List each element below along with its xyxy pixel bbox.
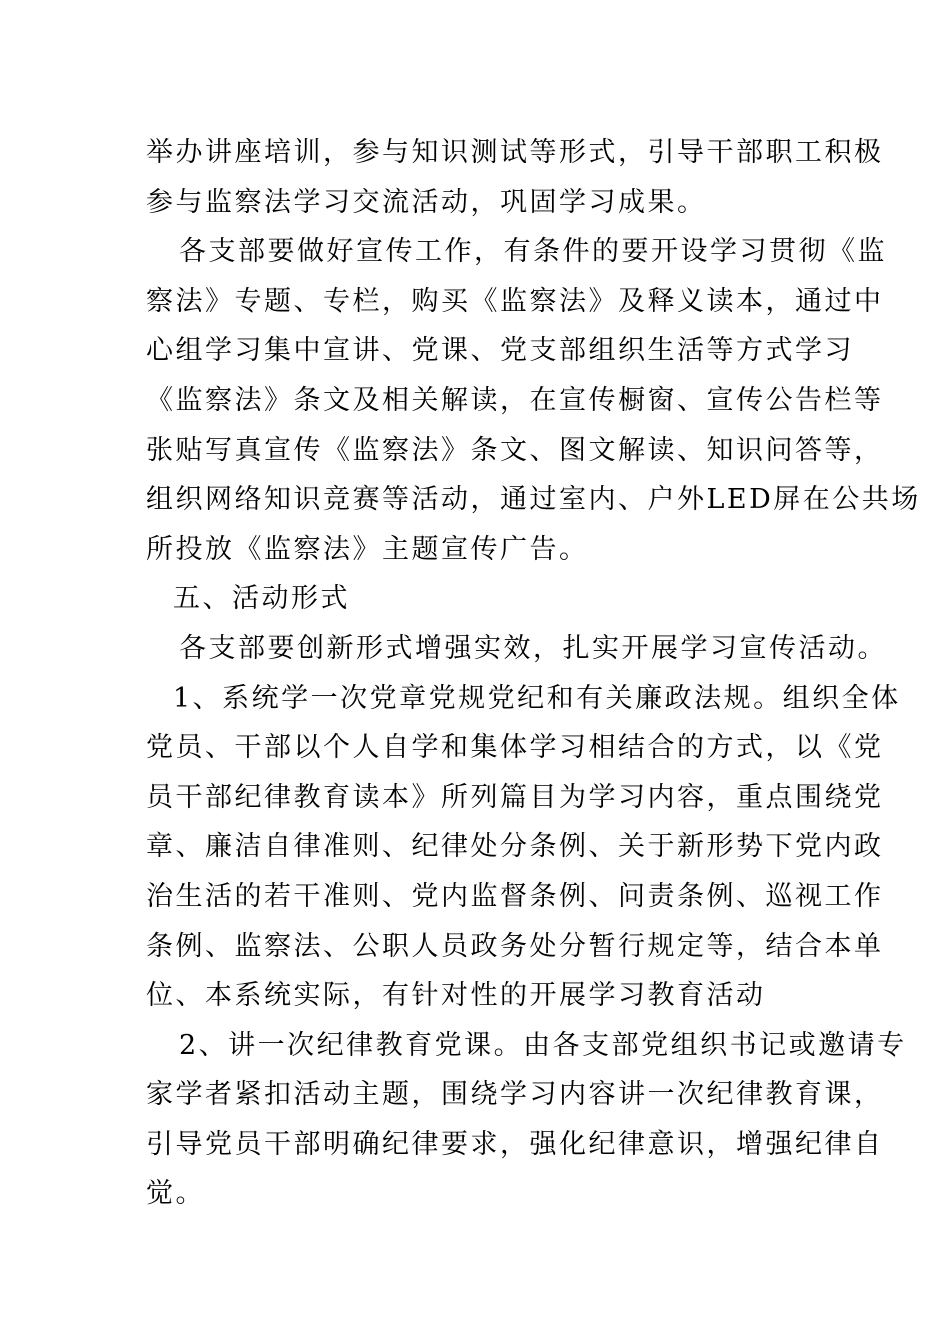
text-line: 举办讲座培训，参与知识测试等形式，引导干部职工积极	[146, 137, 884, 168]
text-line: 章、廉洁自律准则、纪律处分条例、关于新形势下党内政	[146, 831, 884, 863]
text-line: 治生活的若干准则、党内监督条例、问责条例、巡视工作	[146, 880, 884, 912]
text-line: 员干部纪律教育读本》所列篇目为学习内容，重点围绕党	[146, 781, 884, 813]
text-line: 心组学习集中宣讲、党课、党支部组织生活等方式学习	[146, 335, 854, 367]
text-line: 参与监察法学习交流活动，巩固学习成果。	[146, 186, 707, 218]
text-line: 所投放《监察法》主题宣传广告。	[146, 533, 589, 565]
text-line: 位、本系统实际，有针对性的开展学习教育活动	[146, 980, 766, 1012]
document-page	[146, 128, 921, 1219]
text-line: 条例、监察法、公职人员政务处分暂行规定等，结合本单	[146, 930, 884, 962]
text-line: 家学者紧扣活动主题，围绕学习内容讲一次纪律教育课，	[146, 1079, 884, 1111]
text-line: 张贴写真宣传《监察法》条文、图文解读、知识问答等，	[146, 434, 884, 466]
section-heading: 五、活动形式	[173, 583, 350, 615]
paragraph-start-line: 各支部要创新形式增强实效，扎实开展学习宣传活动。	[179, 632, 887, 664]
paragraph-start-line: 各支部要做好宣传工作，有条件的要开设学习贯彻《监	[179, 236, 887, 268]
list-item-start-line: 1、系统学一次党章党规党纪和有关廉政法规。组织全体	[173, 682, 901, 714]
list-item-start-line: 2、讲一次纪律教育党课。由各支部党组织书记或邀请专	[179, 1029, 907, 1061]
text-line: 《监察法》条文及相关解读，在宣传橱窗、宣传公告栏等	[146, 384, 884, 416]
text-line: 觉。	[146, 1178, 205, 1210]
text-line: 组织网络知识竞赛等活动，通过室内、户外LED屏在公共场	[146, 484, 921, 516]
text-line: 党员、干部以个人自学和集体学习相结合的方式，以《党	[146, 732, 884, 764]
text-line: 引导党员干部明确纪律要求，强化纪律意识，增强纪律自	[146, 1128, 884, 1160]
text-line: 察法》专题、专栏，购买《监察法》及释义读本，通过中	[146, 285, 884, 317]
